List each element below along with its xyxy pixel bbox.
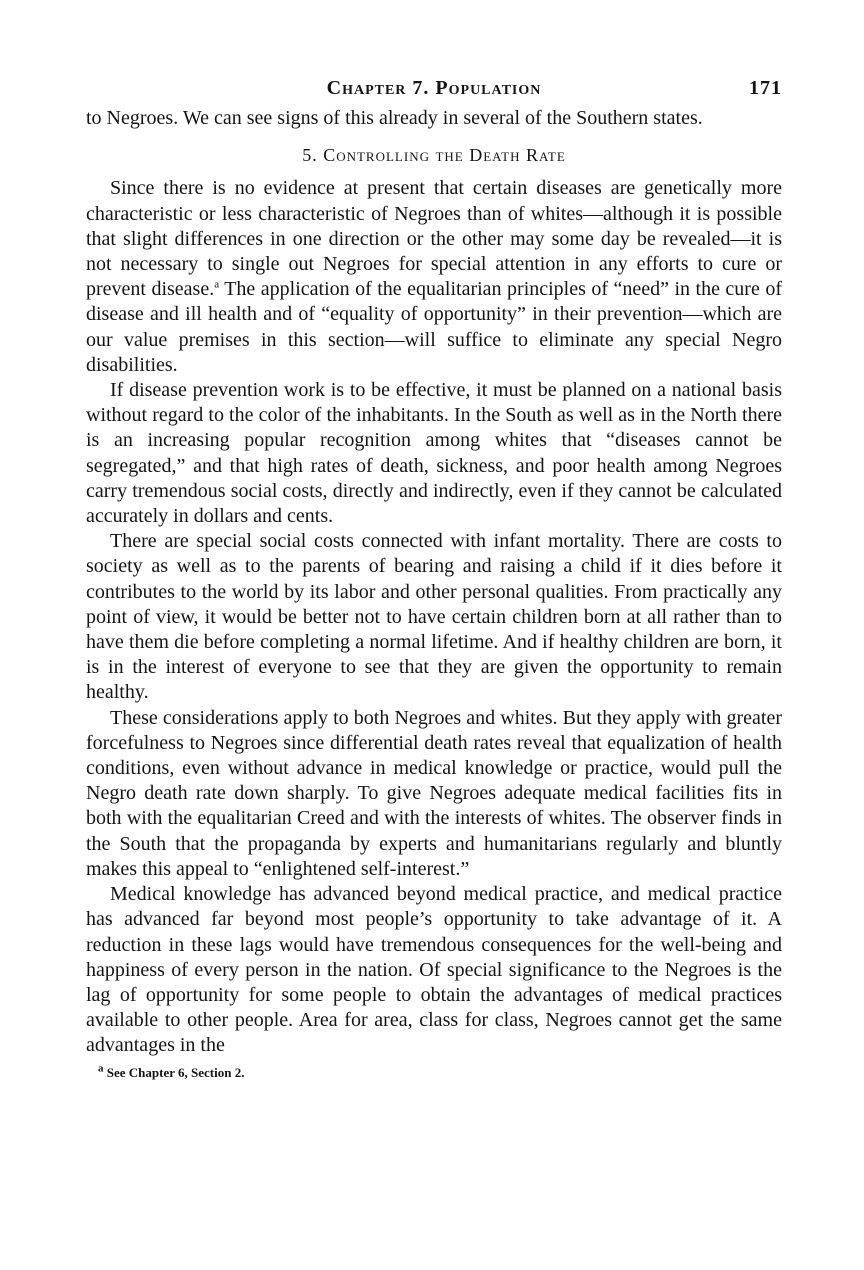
book-page [86,76,782,1081]
footnote-reference: a [214,278,220,291]
continued-text: to Negroes. We can see signs of this already in several of the Southern states. [86,107,703,129]
footnote-marker: a [98,1062,104,1075]
footnote-text: See Chapter 6, Section 2. [103,1064,245,1080]
running-header [86,76,782,106]
paragraph-2: If disease prevention work is to be effective, it must be planned on a national basis without regard to the color of the inhabitants. In the South as well as in the North there is an increasing popular recognition among whites that “diseases cannot be segregated,” and that high rates of death, sickness, and poor health among Negroes carry tremendous social costs, directly and indirectly, even if they cannot be calculated accurately in dollars and cents. [86,379,782,528]
paragraph-1 [86,176,782,378]
page-number: 171 [749,77,782,99]
chapter-title: Chapter 7. Population [326,77,542,99]
section-heading: 5. Controlling the Death Rate [302,145,566,166]
paragraph-1-continuation: The application of the equalitarian principles of “need” in the cure of disease and ill health and of “equality of opportunity” in their prevention—which are our value premises in this section—will suffice to eliminate any special Negro disabilities. [86,278,782,376]
paragraph-1-text: Since there is no evidence at present that certain diseases are genetically more characteristic or less characteristic of Negroes than of whites—although it is possible that slight differences in one direction or the other may some day be revealed—it is not necessary to single out Negroes for special attention in any efforts to cure or prevent disease. [86,177,782,301]
paragraph-3: There are special social costs connected with infant mortality. There are costs to society as well as to the parents of bearing and raising a child if it dies before it contributes to the world by its labor and other personal qualities. From practically any point of view, it would be better not to have certain children born at all rather than to have them die before completing a normal lifetime. And if healthy children are born, it is in the interest of everyone to see that they are given the opportunity to remain healthy. [86,530,782,704]
paragraph-4: These considerations apply to both Negroes and whites. But they apply with greater forcefulness to Negroes since differential death rates reveal that equalization of health conditions, even without advance in medical knowledge or practice, would pull the Negro death rate down sharply. To give Negroes adequate medical facilities fits in both with the equalitarian Creed and with the interests of whites. The observer finds in the South that the propaganda by experts and humanitarians regularly and bluntly makes this appeal to “enlightened self-interest.” [86,706,782,880]
paragraph-5: Medical knowledge has advanced beyond medical practice, and medical practice has advanced far beyond most people’s opportunity to take advantage of it. A reduction in these lags would have tremendous consequences for the well-being and happiness of every person in the nation. Of special significance to the Negroes is the lag of opportunity for some people to obtain the advantages of medical practices available to other people. Area for area, class for class, Negroes cannot get the same advantages in the [86,883,782,1057]
footnote [98,1062,782,1081]
